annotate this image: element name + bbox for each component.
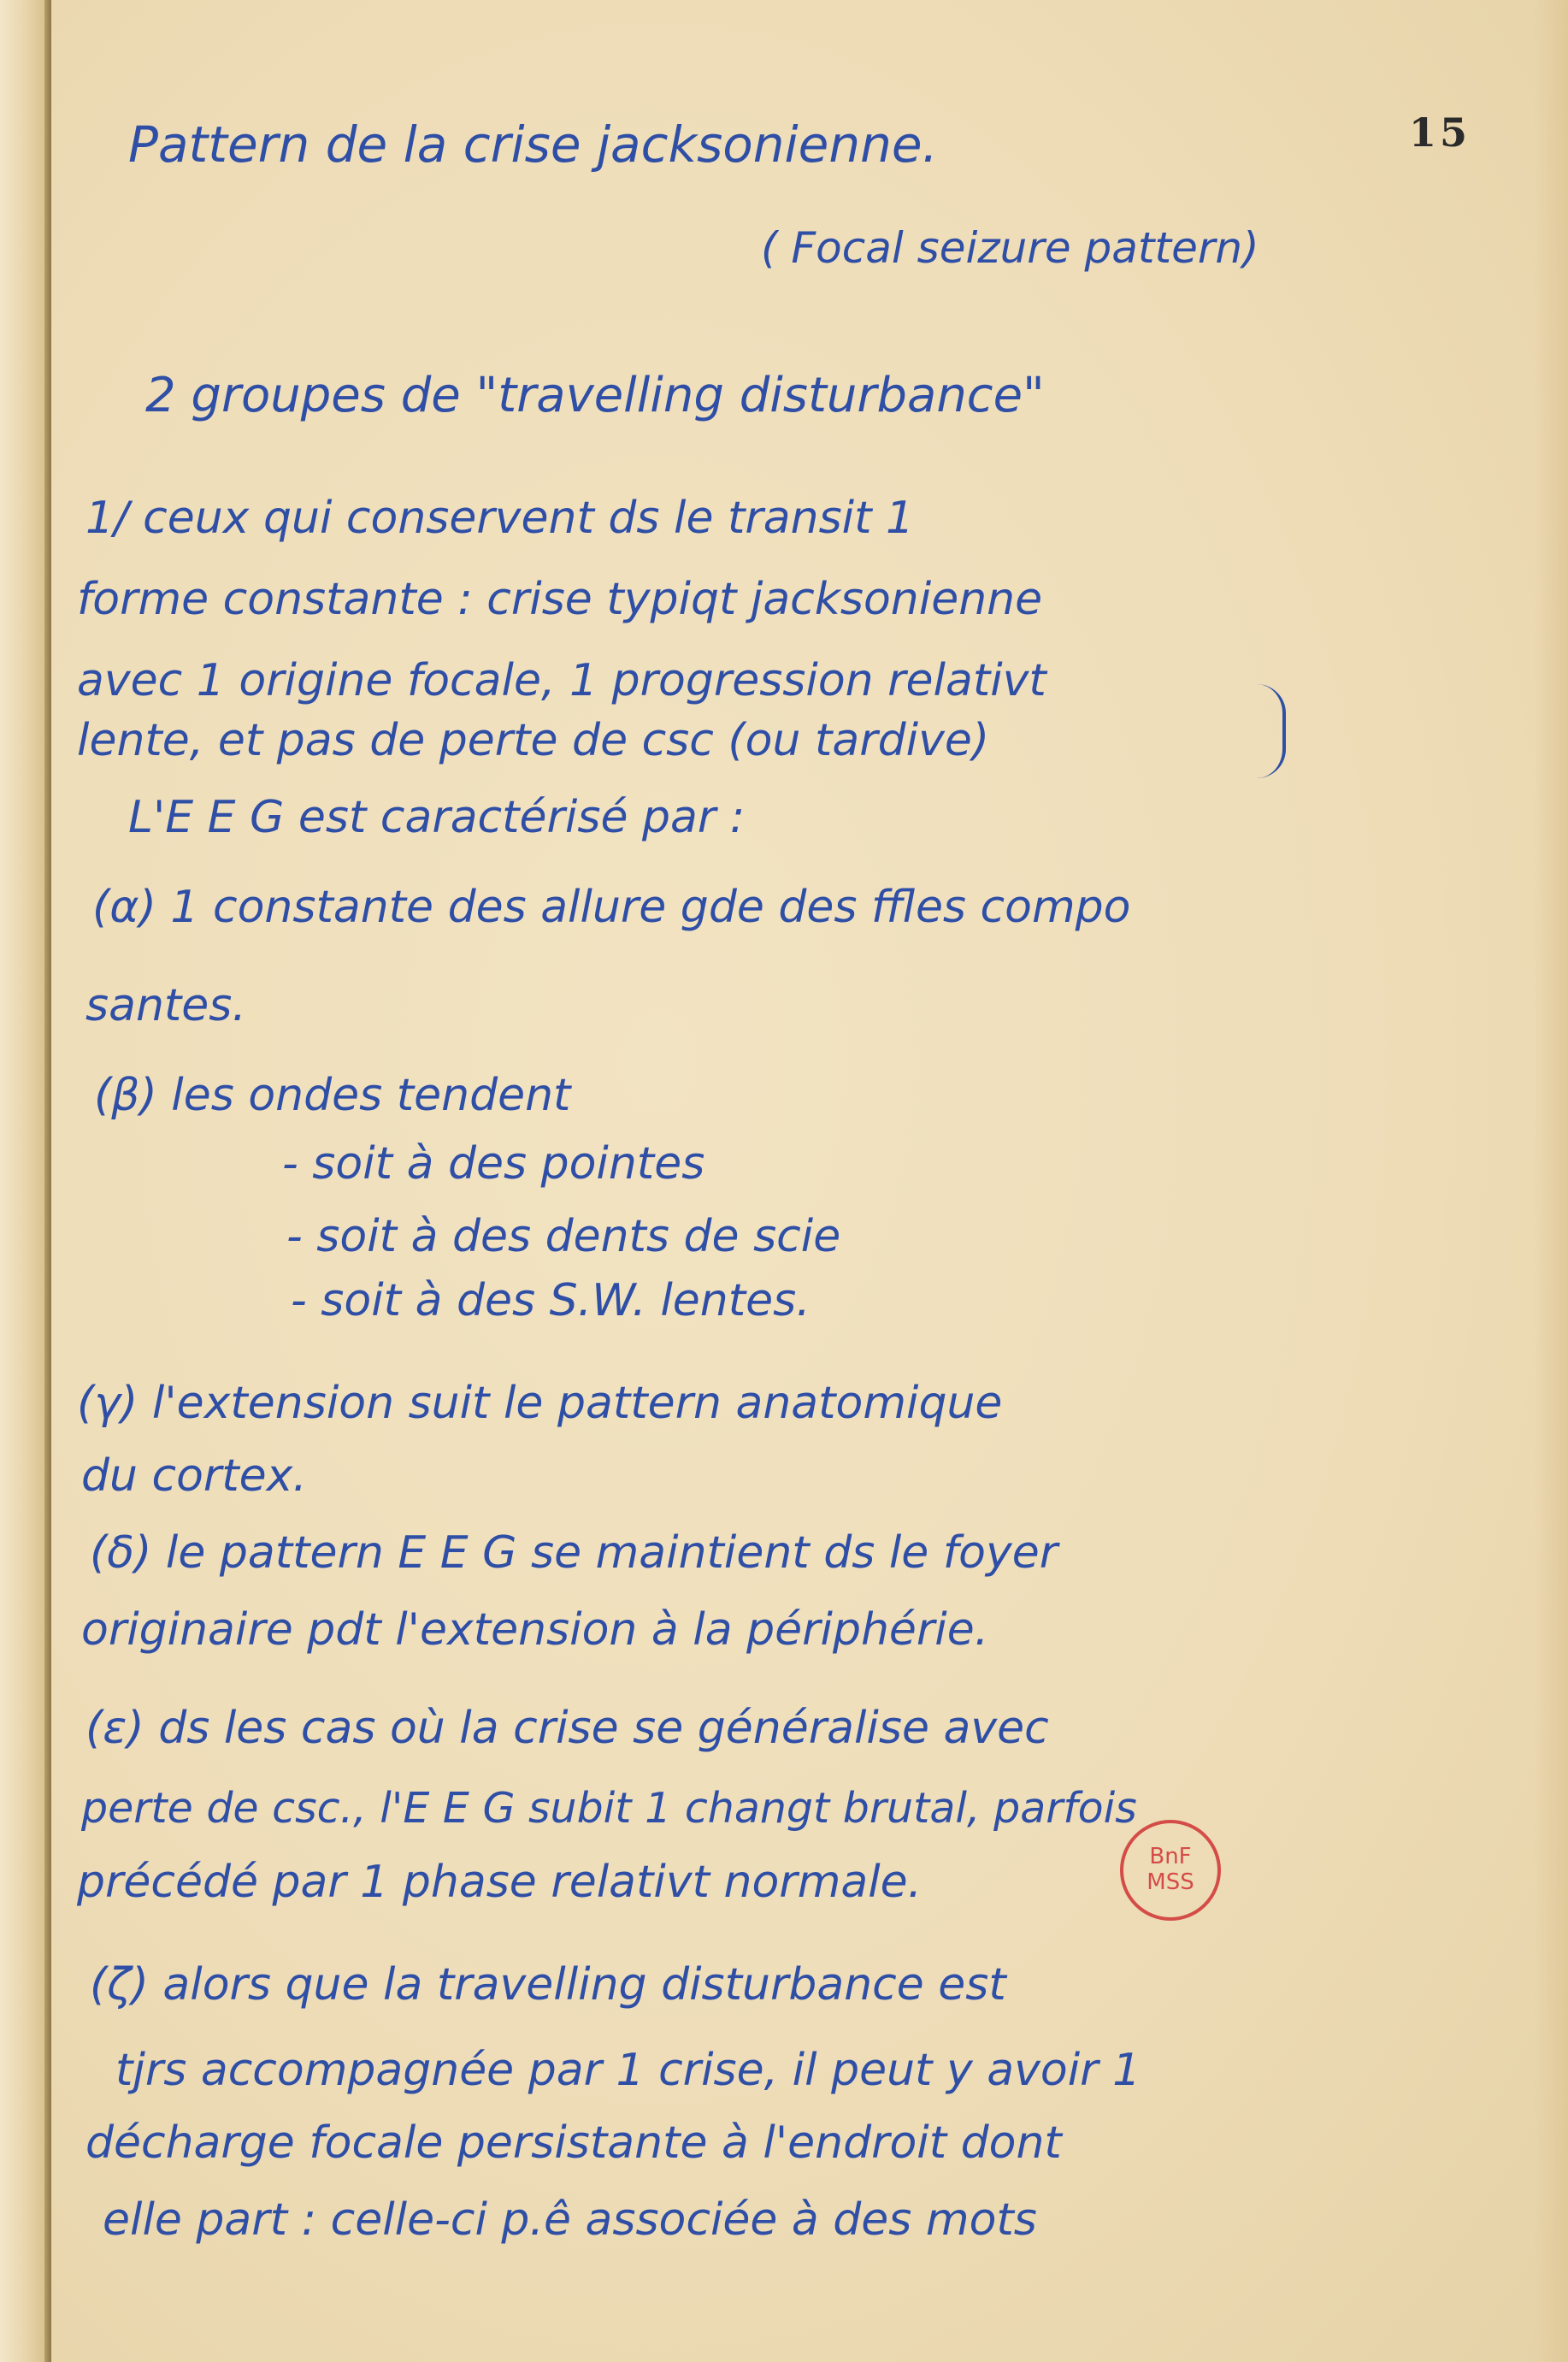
handwritten-line: perte de csc., l'E E G subit 1 changt brutal, parfois [81, 1784, 1137, 1833]
handwritten-line: (ε) ds les cas où la crise se généralise avec [85, 1703, 1049, 1754]
handwritten-line: (β) les ondes tendent [94, 1070, 571, 1121]
handwritten-line: (γ) l'extension suit le pattern anatomique [77, 1378, 1003, 1429]
handwritten-line: tjrs accompagnée par 1 crise, il peut y avoir 1 [115, 2045, 1141, 2096]
handwritten-line: (δ) le pattern E E G se maintient ds le foyer [90, 1527, 1058, 1579]
handwritten-line: forme constante : crise typiqt jacksonienne [77, 574, 1043, 625]
handwritten-line: lente, et pas de perte de csc (ou tardive) [77, 715, 990, 766]
handwritten-line: L'E E G est caractérisé par : [128, 792, 746, 843]
handwritten-title: Pattern de la crise jacksonienne. [128, 115, 938, 174]
handwritten-line: - soit à des pointes [282, 1138, 705, 1190]
handwritten-line: santes. [85, 980, 246, 1031]
library-stamp [1120, 1820, 1221, 1921]
notebook-spine [44, 0, 51, 2362]
handwritten-line: 1/ ceux qui conservent ds le transit 1 [85, 493, 915, 544]
left-page-edge [0, 0, 44, 2362]
handwritten-line: avec 1 origine focale, 1 progression relativt [77, 655, 1046, 706]
stamp-line-2: MSS [1147, 1869, 1194, 1895]
handwritten-line: - soit à des S.W. lentes. [291, 1275, 811, 1326]
handwritten-line: 2 groupes de "travelling disturbance" [145, 368, 1045, 423]
handwritten-line: elle part : celle-ci p.ê associée à des mots [103, 2194, 1037, 2246]
handwritten-line: - soit à des dents de scie [286, 1211, 841, 1262]
stamp-line-1: BnF [1149, 1844, 1192, 1870]
page-number: 15 [1408, 109, 1471, 156]
handwritten-line: décharge focale persistante à l'endroit dont [85, 2117, 1062, 2169]
handwritten-line: (ζ) alors que la travelling disturbance est [90, 1959, 1006, 2011]
handwritten-line: précédé par 1 phase relativt normale. [77, 1857, 923, 1908]
handwritten-line: du cortex. [81, 1450, 307, 1502]
right-page-edge [1534, 0, 1568, 2362]
handwritten-subtitle: ( Focal seizure pattern) [761, 223, 1259, 273]
handwritten-line: (α) 1 constante des allure gde des ffles compo [92, 882, 1131, 933]
closing-bracket [1257, 684, 1286, 778]
handwritten-line: originaire pdt l'extension à la périphérie. [81, 1604, 989, 1656]
